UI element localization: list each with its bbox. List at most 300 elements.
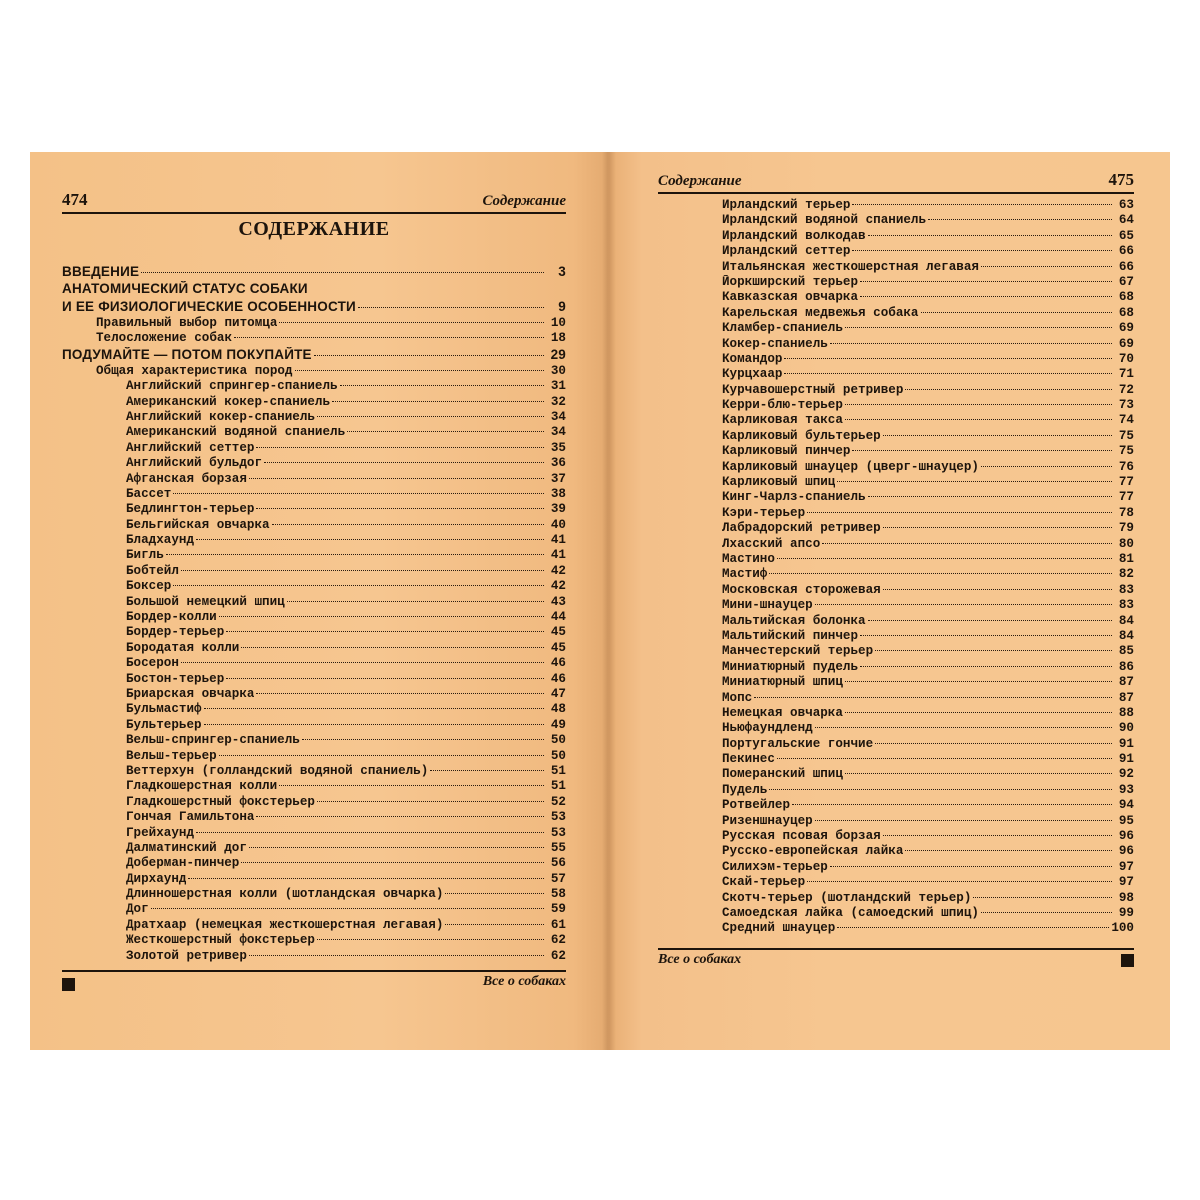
right-page-header bbox=[658, 166, 1134, 194]
square-marker-icon bbox=[62, 978, 75, 991]
toc-leader-dots bbox=[875, 743, 1112, 744]
toc-entry bbox=[62, 331, 566, 346]
toc-entry-page: 57 bbox=[550, 871, 566, 886]
toc-entry-page: 95 bbox=[1118, 813, 1134, 828]
toc-entry bbox=[658, 706, 1134, 721]
toc-entry bbox=[658, 444, 1134, 459]
toc-entry-page: 34 bbox=[550, 425, 566, 440]
toc-entry-label: Йоркширский терьер bbox=[722, 274, 859, 289]
toc-entry bbox=[658, 229, 1134, 244]
toc-entry-label: Средний шнауцер bbox=[722, 921, 836, 936]
toc-entry-label: Керри-блю-терьер bbox=[722, 398, 843, 413]
toc-entry-page: 55 bbox=[550, 840, 566, 855]
toc-entry bbox=[62, 625, 566, 640]
toc-entry bbox=[62, 672, 566, 687]
toc-leader-dots bbox=[219, 755, 544, 756]
toc-entry bbox=[658, 367, 1134, 382]
toc-entry bbox=[658, 583, 1134, 598]
toc-entry bbox=[658, 829, 1134, 844]
toc-leader-dots bbox=[921, 312, 1113, 313]
page-number: 475 bbox=[1108, 170, 1134, 189]
toc-entry-page: 91 bbox=[1118, 752, 1134, 767]
toc-leader-dots bbox=[830, 866, 1112, 867]
toc-entry-label: Бигль bbox=[126, 548, 164, 563]
toc-entry bbox=[62, 316, 566, 331]
toc-entry-label: Грейхаунд bbox=[126, 825, 195, 840]
toc-entry-page: 38 bbox=[550, 486, 566, 501]
toc-leader-dots bbox=[141, 272, 544, 273]
toc-list-left bbox=[62, 264, 566, 964]
toc-entry-page: 29 bbox=[550, 346, 566, 362]
toc-entry-label: Ньюфаундленд bbox=[722, 721, 813, 736]
toc-entry-label: Вельш-спрингер-спаниель bbox=[126, 733, 300, 748]
toc-entry-page: 97 bbox=[1118, 859, 1134, 874]
toc-entry bbox=[62, 502, 566, 517]
toc-leader-dots bbox=[173, 585, 544, 586]
toc-entry-label: Бассет bbox=[126, 486, 172, 501]
toc-entry bbox=[62, 795, 566, 810]
toc-entry-page: 41 bbox=[550, 548, 566, 563]
page-title: СОДЕРЖАНИЕ bbox=[238, 218, 390, 240]
toc-entry-label: Американский водяной спаниель bbox=[126, 425, 346, 440]
toc-entry-label: Ирландский водяной спаниель bbox=[722, 213, 927, 228]
toc-entry bbox=[658, 614, 1134, 629]
toc-entry-label: Ирландский волкодав bbox=[722, 228, 866, 243]
toc-leader-dots bbox=[928, 219, 1112, 220]
toc-leader-dots bbox=[272, 524, 544, 525]
toc-entry-page: 84 bbox=[1118, 628, 1134, 643]
toc-entry-label: Лхасский апсо bbox=[722, 536, 821, 551]
toc-leader-dots bbox=[769, 789, 1112, 790]
toc-entry-page: 42 bbox=[550, 563, 566, 578]
toc-entry-label: Скотч-терьер (шотландский терьер) bbox=[722, 890, 972, 905]
toc-leader-dots bbox=[769, 573, 1112, 574]
toc-entry bbox=[658, 537, 1134, 552]
toc-entry-label: Ризеншнауцер bbox=[722, 813, 813, 828]
toc-leader-dots bbox=[754, 697, 1112, 698]
toc-entry bbox=[658, 460, 1134, 475]
toc-leader-dots bbox=[860, 635, 1112, 636]
toc-leader-dots bbox=[295, 370, 545, 371]
toc-entry-page: 40 bbox=[550, 517, 566, 532]
toc-entry-label: Пекинес bbox=[722, 752, 775, 767]
toc-entry-page: 79 bbox=[1118, 521, 1134, 536]
toc-entry bbox=[658, 290, 1134, 305]
toc-leader-dots bbox=[830, 343, 1112, 344]
toc-leader-dots bbox=[256, 816, 544, 817]
toc-entry bbox=[658, 429, 1134, 444]
toc-leader-dots bbox=[279, 322, 544, 323]
footer-title: Все о собаках bbox=[658, 952, 742, 967]
toc-leader-dots bbox=[445, 924, 544, 925]
toc-entry bbox=[658, 413, 1134, 428]
toc-entry-page: 63 bbox=[1118, 198, 1134, 212]
toc-entry bbox=[658, 398, 1134, 413]
toc-entry-page: 9 bbox=[558, 299, 566, 314]
toc-entry bbox=[62, 887, 566, 902]
toc-entry bbox=[62, 856, 566, 871]
toc-entry-label: Английский сеттер bbox=[126, 440, 255, 455]
toc-leader-dots bbox=[340, 385, 544, 386]
toc-entry bbox=[62, 641, 566, 656]
toc-entry bbox=[658, 783, 1134, 798]
toc-leader-dots bbox=[860, 281, 1112, 282]
toc-entry-label: АНАТОМИЧЕСКИЙ СТАТУС СОБАКИ bbox=[62, 281, 308, 296]
toc-entry-page: 59 bbox=[550, 902, 566, 917]
toc-entry-label: Курцхаар bbox=[722, 367, 783, 382]
toc-entry-page: 44 bbox=[550, 610, 566, 625]
toc-leader-dots bbox=[868, 620, 1112, 621]
toc-entry-label: Карликовый бультерьер bbox=[722, 428, 881, 443]
toc-entry-label: ВВЕДЕНИЕ bbox=[62, 264, 140, 279]
toc-entry-page: 96 bbox=[1118, 844, 1134, 859]
toc-entry-page: 77 bbox=[1118, 475, 1134, 490]
toc-entry-page: 74 bbox=[1118, 413, 1134, 428]
toc-entry-page: 87 bbox=[1118, 675, 1134, 690]
toc-entry-page: 56 bbox=[550, 856, 566, 871]
toc-entry-label: Мастиф bbox=[722, 567, 768, 582]
toc-entry-page: 50 bbox=[550, 733, 566, 748]
toc-entry-label: Афганская борзая bbox=[126, 471, 247, 486]
toc-leader-dots bbox=[845, 404, 1112, 405]
toc-entry-label: Мальтийский пинчер bbox=[722, 628, 859, 643]
toc-entry-page: 39 bbox=[550, 502, 566, 517]
toc-entry bbox=[62, 264, 566, 281]
toc-entry bbox=[658, 490, 1134, 505]
toc-entry bbox=[658, 352, 1134, 367]
toc-entry bbox=[62, 579, 566, 594]
toc-entry-page: 99 bbox=[1118, 905, 1134, 920]
toc-leader-dots bbox=[883, 589, 1112, 590]
toc-leader-dots bbox=[852, 250, 1112, 251]
toc-entry-label: Скай-терьер bbox=[722, 875, 806, 890]
toc-entry-page: 62 bbox=[550, 948, 566, 963]
toc-entry bbox=[658, 475, 1134, 490]
toc-entry-label: Мопс bbox=[722, 690, 753, 705]
left-page-footer bbox=[62, 970, 566, 996]
toc-entry bbox=[658, 737, 1134, 752]
toc-entry-page: 96 bbox=[1118, 829, 1134, 844]
toc-leader-dots bbox=[256, 447, 544, 448]
toc-entry-page: 45 bbox=[550, 640, 566, 655]
toc-entry-label: Дратхаар (немецкая жесткошерстная легавая) bbox=[126, 917, 444, 932]
toc-leader-dots bbox=[883, 835, 1112, 836]
toc-entry bbox=[62, 299, 566, 316]
toc-entry-page: 61 bbox=[550, 917, 566, 932]
toc-entry-page: 58 bbox=[550, 887, 566, 902]
toc-entry bbox=[658, 598, 1134, 613]
toc-leader-dots bbox=[837, 927, 1109, 928]
toc-entry bbox=[658, 198, 1134, 213]
toc-entry bbox=[62, 425, 566, 440]
toc-entry-page: 78 bbox=[1118, 505, 1134, 520]
toc-leader-dots bbox=[249, 955, 544, 956]
toc-entry-label: Дог bbox=[126, 902, 149, 917]
toc-leader-dots bbox=[317, 939, 544, 940]
toc-leader-dots bbox=[973, 897, 1112, 898]
toc-entry-page: 66 bbox=[1118, 244, 1134, 259]
toc-entry bbox=[658, 767, 1134, 782]
toc-leader-dots bbox=[219, 616, 544, 617]
toc-entry-page: 18 bbox=[550, 331, 566, 346]
toc-leader-dots bbox=[430, 770, 544, 771]
square-marker-icon bbox=[1121, 954, 1134, 967]
toc-entry bbox=[62, 518, 566, 533]
toc-leader-dots bbox=[845, 419, 1112, 420]
toc-leader-dots bbox=[905, 389, 1112, 390]
toc-entry bbox=[658, 244, 1134, 259]
toc-entry-label: Кавказская овчарка bbox=[722, 290, 859, 305]
toc-entry-label: Большой немецкий шпиц bbox=[126, 594, 285, 609]
toc-entry-label: Миниатюрный пудель bbox=[722, 659, 859, 674]
toc-entry-page: 50 bbox=[550, 748, 566, 763]
toc-entry-label: Гладкошерстная колли bbox=[126, 779, 278, 794]
toc-entry bbox=[658, 798, 1134, 813]
toc-entry-page: 64 bbox=[1118, 213, 1134, 228]
toc-entry-page: 71 bbox=[1118, 367, 1134, 382]
toc-entry-label: Босерон bbox=[126, 656, 179, 671]
toc-leader-dots bbox=[868, 496, 1112, 497]
toc-entry-label: Карликовый шпиц bbox=[722, 475, 836, 490]
toc-entry bbox=[62, 281, 566, 299]
toc-entry-label: Померанский шпиц bbox=[722, 767, 843, 782]
toc-entry bbox=[658, 275, 1134, 290]
toc-leader-dots bbox=[981, 266, 1112, 267]
toc-entry-label: Бриарская овчарка bbox=[126, 686, 255, 701]
toc-entry-label: Правильный выбор питомца bbox=[96, 316, 278, 330]
toc-entry bbox=[62, 749, 566, 764]
toc-entry bbox=[658, 644, 1134, 659]
toc-entry-page: 35 bbox=[550, 440, 566, 455]
toc-entry bbox=[658, 891, 1134, 906]
toc-entry-label: Курчавошерстный ретривер bbox=[722, 382, 904, 397]
toc-leader-dots bbox=[241, 647, 544, 648]
toc-leader-dots bbox=[317, 801, 544, 802]
toc-entry-page: 87 bbox=[1118, 690, 1134, 705]
toc-entry bbox=[62, 564, 566, 579]
toc-entry bbox=[658, 906, 1134, 921]
toc-leader-dots bbox=[302, 739, 544, 740]
toc-entry-page: 90 bbox=[1118, 721, 1134, 736]
toc-entry-page: 97 bbox=[1118, 875, 1134, 890]
toc-entry bbox=[62, 687, 566, 702]
toc-entry-page: 32 bbox=[550, 394, 566, 409]
toc-entry-label: Бульмастиф bbox=[126, 702, 202, 717]
toc-entry bbox=[658, 844, 1134, 859]
running-head: Содержание bbox=[658, 173, 742, 189]
toc-leader-dots bbox=[905, 850, 1112, 851]
book-gutter bbox=[602, 152, 616, 1050]
toc-entry-label: Бородатая колли bbox=[126, 640, 240, 655]
toc-entry-page: 88 bbox=[1118, 705, 1134, 720]
toc-entry-label: Португальские гончие bbox=[722, 736, 874, 751]
toc-entry-label: Американский кокер-спаниель bbox=[126, 394, 331, 409]
toc-leader-dots bbox=[883, 527, 1112, 528]
left-page-header bbox=[62, 186, 566, 214]
toc-entry-page: 80 bbox=[1118, 536, 1134, 551]
toc-entry bbox=[658, 383, 1134, 398]
toc-entry-label: ПОДУМАЙТЕ — ПОТОМ ПОКУПАЙТЕ bbox=[62, 346, 312, 362]
toc-entry bbox=[62, 548, 566, 563]
toc-entry-page: 10 bbox=[550, 316, 566, 330]
toc-entry-page: 83 bbox=[1118, 582, 1134, 597]
toc-entry-page: 37 bbox=[550, 471, 566, 486]
toc-leader-dots bbox=[204, 724, 544, 725]
footer-title: Все о собаках bbox=[482, 974, 566, 989]
toc-leader-dots bbox=[358, 307, 544, 308]
toc-entry-label: Веттерхун (голландский водяной спаниель) bbox=[126, 763, 429, 778]
toc-entry-label: Ротвейлер bbox=[722, 798, 791, 813]
toc-entry-page: 41 bbox=[550, 533, 566, 548]
toc-entry bbox=[62, 810, 566, 825]
toc-entry bbox=[658, 814, 1134, 829]
toc-entry-label: Кокер-спаниель bbox=[722, 336, 828, 351]
toc-entry-label: Кинг-Чарлз-спаниель bbox=[722, 490, 866, 505]
toc-entry-label: Жесткошерстный фокстерьер bbox=[126, 933, 315, 948]
toc-entry bbox=[62, 872, 566, 887]
toc-entry bbox=[62, 764, 566, 779]
toc-entry bbox=[62, 347, 566, 364]
toc-entry-label: Русская псовая борзая bbox=[722, 829, 881, 844]
toc-entry-label: Силихэм-терьер bbox=[722, 859, 828, 874]
toc-entry-page: 36 bbox=[550, 456, 566, 471]
toc-entry bbox=[658, 860, 1134, 875]
toc-entry-label: Доберман-пинчер bbox=[126, 856, 240, 871]
toc-entry-page: 46 bbox=[550, 671, 566, 686]
toc-entry-page: 91 bbox=[1118, 736, 1134, 751]
toc-entry bbox=[62, 779, 566, 794]
toc-entry bbox=[658, 552, 1134, 567]
toc-entry-label: Далматинский дог bbox=[126, 840, 247, 855]
toc-entry bbox=[62, 718, 566, 733]
toc-leader-dots bbox=[173, 493, 544, 494]
toc-entry bbox=[658, 260, 1134, 275]
toc-entry-label: Боксер bbox=[126, 579, 172, 594]
toc-entry bbox=[62, 826, 566, 841]
toc-entry-label: Мини-шнауцер bbox=[722, 598, 813, 613]
toc-entry-label: Длинношерстная колли (шотландская овчарка) bbox=[126, 887, 444, 902]
toc-entry-page: 86 bbox=[1118, 659, 1134, 674]
toc-entry-page: 83 bbox=[1118, 598, 1134, 613]
toc-entry-page: 47 bbox=[550, 686, 566, 701]
toc-entry-page: 69 bbox=[1118, 321, 1134, 336]
toc-entry-label: Бладхаунд bbox=[126, 533, 195, 548]
toc-entry bbox=[658, 321, 1134, 336]
toc-entry-page: 92 bbox=[1118, 767, 1134, 782]
toc-entry bbox=[658, 921, 1134, 936]
toc-entry-label: Бордер-колли bbox=[126, 610, 217, 625]
toc-entry-label: Итальянская жесткошерстная легавая bbox=[722, 259, 979, 274]
toc-entry bbox=[658, 337, 1134, 352]
toc-leader-dots bbox=[226, 631, 544, 632]
toc-leader-dots bbox=[181, 662, 544, 663]
toc-leader-dots bbox=[815, 604, 1112, 605]
toc-entry-page: 70 bbox=[1118, 351, 1134, 366]
toc-entry-page: 93 bbox=[1118, 782, 1134, 797]
toc-entry-page: 34 bbox=[550, 409, 566, 424]
toc-entry-label: Кэри-терьер bbox=[722, 505, 806, 520]
toc-entry-page: 68 bbox=[1118, 305, 1134, 320]
toc-leader-dots bbox=[860, 296, 1112, 297]
toc-leader-dots bbox=[226, 678, 544, 679]
toc-leader-dots bbox=[287, 601, 544, 602]
toc-leader-dots bbox=[188, 878, 544, 879]
toc-leader-dots bbox=[279, 785, 544, 786]
toc-entry bbox=[658, 675, 1134, 690]
toc-leader-dots bbox=[815, 820, 1112, 821]
left-page bbox=[30, 152, 608, 1050]
toc-leader-dots bbox=[317, 416, 544, 417]
toc-leader-dots bbox=[792, 804, 1112, 805]
toc-entry-label: Пудель bbox=[722, 782, 768, 797]
toc-entry-page: 53 bbox=[550, 810, 566, 825]
toc-leader-dots bbox=[822, 543, 1112, 544]
toc-leader-dots bbox=[807, 512, 1112, 513]
toc-entry-page: 75 bbox=[1118, 444, 1134, 459]
toc-list-right bbox=[658, 198, 1134, 937]
toc-entry-page: 76 bbox=[1118, 459, 1134, 474]
toc-entry-label: Бордер-терьер bbox=[126, 625, 225, 640]
toc-entry-label: Командор bbox=[722, 351, 783, 366]
toc-entry-page: 51 bbox=[550, 779, 566, 794]
toc-leader-dots bbox=[256, 508, 544, 509]
toc-entry-page: 52 bbox=[550, 794, 566, 809]
toc-entry-page: 66 bbox=[1118, 259, 1134, 274]
toc-entry-page: 84 bbox=[1118, 613, 1134, 628]
toc-leader-dots bbox=[249, 478, 544, 479]
toc-entry-label: Карликовый шнауцер (цверг-шнауцер) bbox=[722, 459, 979, 474]
toc-leader-dots bbox=[332, 401, 544, 402]
toc-entry-page: 49 bbox=[550, 717, 566, 732]
toc-entry bbox=[62, 395, 566, 410]
toc-entry-label: И ЕЕ ФИЗИОЛОГИЧЕСКИЕ ОСОБЕННОСТИ bbox=[62, 299, 356, 314]
toc-entry-page: 100 bbox=[1111, 921, 1134, 936]
toc-entry-label: Вельш-терьер bbox=[126, 748, 217, 763]
toc-entry bbox=[62, 933, 566, 948]
toc-entry bbox=[658, 660, 1134, 675]
toc-entry-label: Гончая Гамильтона bbox=[126, 810, 255, 825]
toc-entry-label: Карликовая такса bbox=[722, 413, 843, 428]
toc-entry bbox=[658, 506, 1134, 521]
toc-entry-label: Английский спрингер-спаниель bbox=[126, 379, 338, 394]
toc-entry-label: Общая характеристика пород bbox=[96, 363, 293, 378]
right-page-footer bbox=[658, 948, 1134, 974]
toc-leader-dots bbox=[837, 481, 1112, 482]
toc-leader-dots bbox=[981, 466, 1112, 467]
toc-entry-page: 43 bbox=[550, 594, 566, 609]
toc-entry bbox=[62, 841, 566, 856]
toc-leader-dots bbox=[314, 355, 544, 356]
toc-leader-dots bbox=[249, 847, 544, 848]
toc-entry-label: Немецкая овчарка bbox=[722, 705, 843, 720]
toc-leader-dots bbox=[264, 462, 544, 463]
toc-entry-page: 69 bbox=[1118, 336, 1134, 351]
toc-entry-page: 48 bbox=[550, 702, 566, 717]
toc-entry-label: Бобтейл bbox=[126, 563, 179, 578]
toc-entry-label: Телосложение собак bbox=[96, 331, 233, 346]
toc-entry-label: Ирландский сеттер bbox=[722, 244, 851, 259]
toc-entry-label: Самоедская лайка (самоедский шпиц) bbox=[722, 905, 979, 920]
toc-entry-page: 67 bbox=[1118, 274, 1134, 289]
toc-entry-label: Кламбер-спаниель bbox=[722, 321, 843, 336]
toc-entry-page: 62 bbox=[550, 933, 566, 948]
toc-leader-dots bbox=[347, 431, 544, 432]
toc-leader-dots bbox=[868, 235, 1112, 236]
toc-entry-page: 82 bbox=[1118, 567, 1134, 582]
toc-leader-dots bbox=[445, 893, 544, 894]
toc-leader-dots bbox=[852, 450, 1112, 451]
toc-entry-page: 30 bbox=[550, 363, 566, 378]
